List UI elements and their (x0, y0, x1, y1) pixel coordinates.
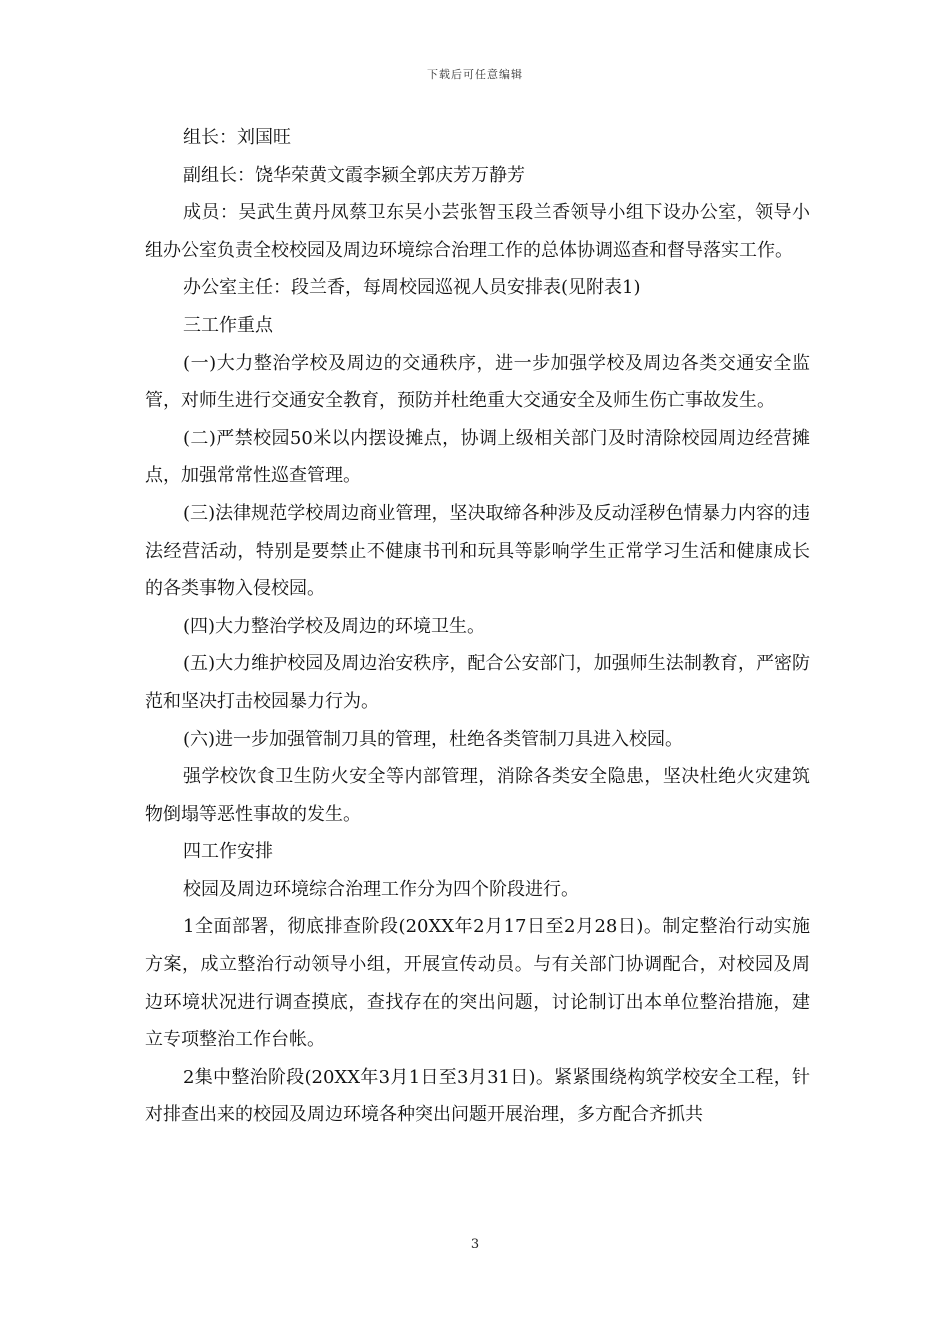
paragraph-item-3: (三)法律规范学校周边商业管理，坚决取缔各种涉及反动淫秽色情暴力内容的违法经营活动，特别是要禁止不健康书刊和玩具等影响学生正常学习生活和健康成长的各类事物入侵校园。 (145, 502, 810, 600)
paragraph-deputy-leaders: 副组长：饶华荣黄文霞李颍全郭庆芳万静芳 (183, 164, 525, 186)
paragraph-members: 成员：吴武生黄丹凤蔡卫东吴小芸张智玉段兰香领导小组下设办公室，领导小组办公室负责全校校园及周边环境综合治理工作的总体协调巡查和督导落实工作。 (145, 202, 810, 261)
paragraph-office-director: 办公室主任：段兰香，每周校园巡视人员安排表(见附表1) (183, 277, 641, 299)
paragraph-item-2: (二)严禁校园50米以内摆设摊点，协调上级相关部门及时清除校园周边经营摊点，加强常常性巡查管理。 (145, 427, 810, 487)
section-heading-work-arrangement: 四工作安排 (183, 841, 273, 863)
paragraph-stage-1: 1全面部署，彻底排查阶段(20XX年2月17日至2月28日)。制定整治行动实施方案，成立整治行动领导小组，开展宣传动员。与有关部门协调配合，对校园及周边环境状况进行调查摸底，查找存在的突出问题，讨论制订出本单位整治措施，建立专项整治工作台帐。 (145, 916, 810, 1051)
paragraph-stage-2: 2集中整治阶段(20XX年3月1日至3月31日)。紧紧围绕构筑学校安全工程，针对排查出来的校园及周边环境各种突出问题开展治理，多方配合齐抓共 (145, 1066, 810, 1126)
paragraph-item-6: (六)进一步加强管制刀具的管理，杜绝各类管制刀具进入校园。 (183, 728, 684, 750)
paragraph-item-4: (四)大力整治学校及周边的环境卫生。 (183, 615, 486, 637)
paragraph-group-leader: 组长：刘国旺 (183, 127, 291, 148)
paragraph-four-stages: 校园及周边环境综合治理工作分为四个阶段进行。 (183, 878, 579, 900)
paragraph-item-5: (五)大力维护校园及周边治安秩序，配合公安部门，加强师生法制教育，严密防范和坚决打击校园暴力行为。 (145, 653, 810, 712)
paragraph-item-1: (一)大力整治学校及周边的交通秩序，进一步加强学校及周边各类交通安全监管，对师生进行交通安全教育，预防并杜绝重大交通安全及师生伤亡事故发生。 (145, 352, 810, 412)
page-number: 3 (470, 1237, 480, 1252)
document-body (145, 119, 810, 1134)
section-heading-work-focus: 三工作重点 (183, 314, 273, 336)
header-note: 下载后可任意编辑 (427, 68, 523, 81)
paragraph-safety: 强学校饮食卫生防火安全等内部管理，消除各类安全隐患，坚决杜绝火灾建筑物倒塌等恶性事故的发生。 (145, 766, 810, 825)
